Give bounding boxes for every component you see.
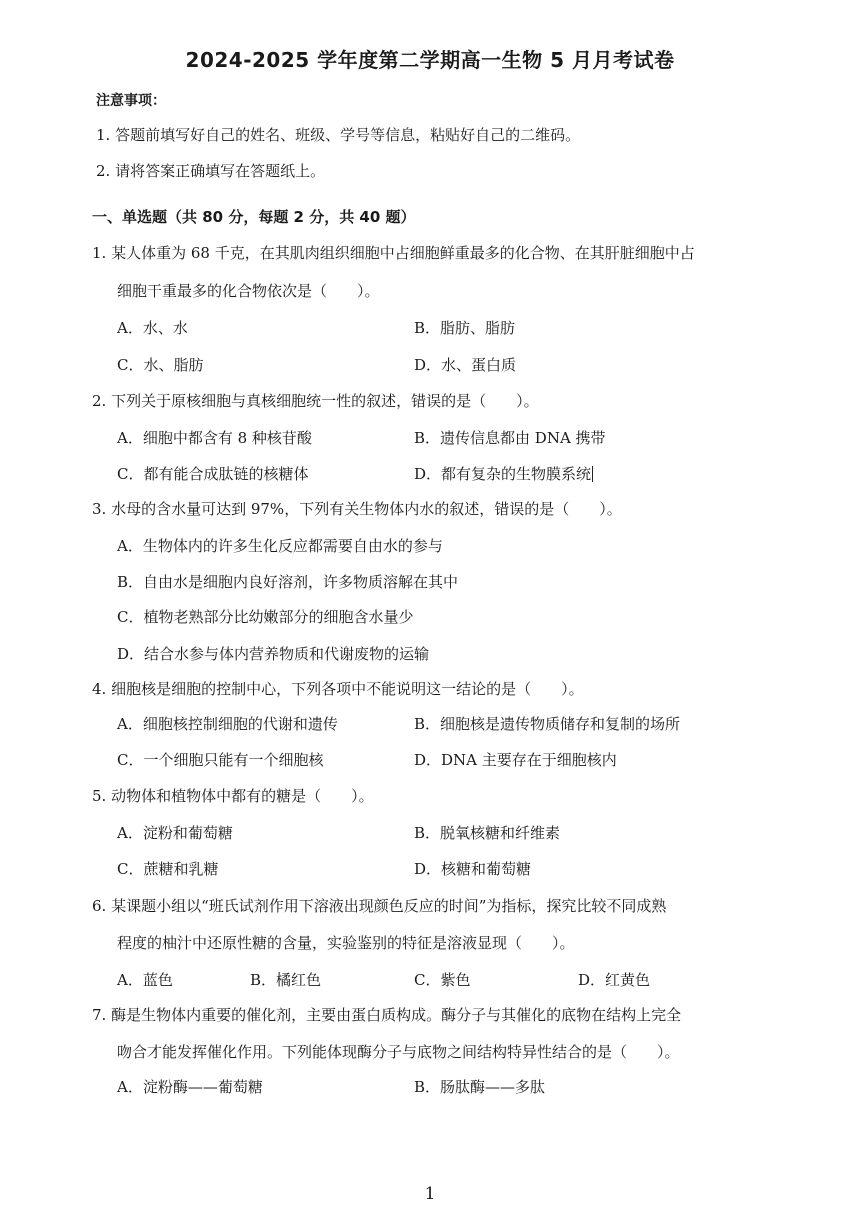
option-a: A．蓝色 xyxy=(117,971,173,989)
notes-heading: 注意事项： xyxy=(96,93,166,109)
question-stem: 程度的柚汁中还原性糖的含量，实验鉴别的特征是溶液显现（ ）。 xyxy=(117,934,575,952)
option-b: B．自由水是细胞内良好溶剂，许多物质溶解在其中 xyxy=(117,573,459,591)
option-c: C．水、脂肪 xyxy=(117,356,204,374)
question-stem: 6. 某课题小组以“班氏试剂作用下溶液出现颜色反应的时间”为指标，探究比较不同成熟 xyxy=(92,897,667,915)
option-c: C．蔗糖和乳糖 xyxy=(117,860,219,878)
question-stem: 2. 下列关于原核细胞与真核细胞统一性的叙述，错误的是（ ）。 xyxy=(92,392,539,410)
option-a: A．细胞核控制细胞的代谢和遗传 xyxy=(117,715,338,733)
exam-title: 2024-2025 学年度第二学期高一生物 5 月月考试卷 xyxy=(185,48,675,72)
option-a: A．水、水 xyxy=(117,319,188,337)
page-number: 1 xyxy=(424,1184,436,1204)
option-b: B．遗传信息都由 DNA 携带 xyxy=(414,429,606,447)
option-d: D．核糖和葡萄糖 xyxy=(414,860,532,878)
question-stem: 4. 细胞核是细胞的控制中心，下列各项中不能说明这一结论的是（ ）。 xyxy=(92,680,584,698)
option-c: C．都有能合成肽链的核糖体 xyxy=(117,465,309,483)
question-stem: 3. 水母的含水量可达到 97%，下列有关生物体内水的叙述，错误的是（ ）。 xyxy=(92,500,622,518)
option-d: D．DNA 主要存在于细胞核内 xyxy=(414,751,617,769)
option-a: A．淀粉和葡萄糖 xyxy=(117,824,233,842)
question-stem: 7. 酶是生物体内重要的催化剂，主要由蛋白质构成。酶分子与其催化的底物在结构上完全 xyxy=(92,1006,682,1024)
section-heading: 一、单选题（共 80 分，每题 2 分，共 40 题） xyxy=(92,208,416,226)
option-a: A．生物体内的许多生化反应都需要自由水的参与 xyxy=(117,537,443,555)
question-stem: 细胞干重最多的化合物依次是（ ）。 xyxy=(117,282,380,300)
option-b: B．脂肪、脂肪 xyxy=(414,319,516,337)
question-stem: 5. 动物体和植物体中都有的糖是（ ）。 xyxy=(92,787,374,805)
note-item: 2. 请将答案正确填写在答题纸上。 xyxy=(96,162,326,180)
option-d: D．水、蛋白质 xyxy=(414,356,517,374)
option-b: B．肠肽酶——多肽 xyxy=(414,1078,546,1096)
option-b: B．细胞核是遗传物质储存和复制的场所 xyxy=(414,715,681,733)
option-d: D．结合水参与体内营养物质和代谢废物的运输 xyxy=(117,645,430,663)
question-stem: 吻合才能发挥催化作用。下列能体现酶分子与底物之间结构特异性结合的是（ ）。 xyxy=(117,1043,680,1061)
option-a: A．细胞中都含有 8 种核苷酸 xyxy=(117,429,312,447)
option-b: B．脱氧核糖和纤维素 xyxy=(414,824,561,842)
note-item: 1. 答题前填写好自己的姓名、班级、学号等信息，粘贴好自己的二维码。 xyxy=(96,126,581,144)
option-d xyxy=(414,463,593,484)
question-stem: 1. 某人体重为 68 千克，在其肌肉组织细胞中占细胞鲜重最多的化合物、在其肝脏细胞中占 xyxy=(92,244,695,262)
option-c: C．紫色 xyxy=(414,971,471,989)
text-cursor-mark xyxy=(592,466,593,482)
option-d-text: D．都有复杂的生物膜系统 xyxy=(414,465,592,483)
option-c: C．植物老熟部分比幼嫩部分的细胞含水量少 xyxy=(117,608,414,626)
option-b: B．橘红色 xyxy=(250,971,322,989)
option-d: D．红黄色 xyxy=(578,971,651,989)
option-c: C．一个细胞只能有一个细胞核 xyxy=(117,751,324,769)
option-a: A．淀粉酶——葡萄糖 xyxy=(117,1078,263,1096)
